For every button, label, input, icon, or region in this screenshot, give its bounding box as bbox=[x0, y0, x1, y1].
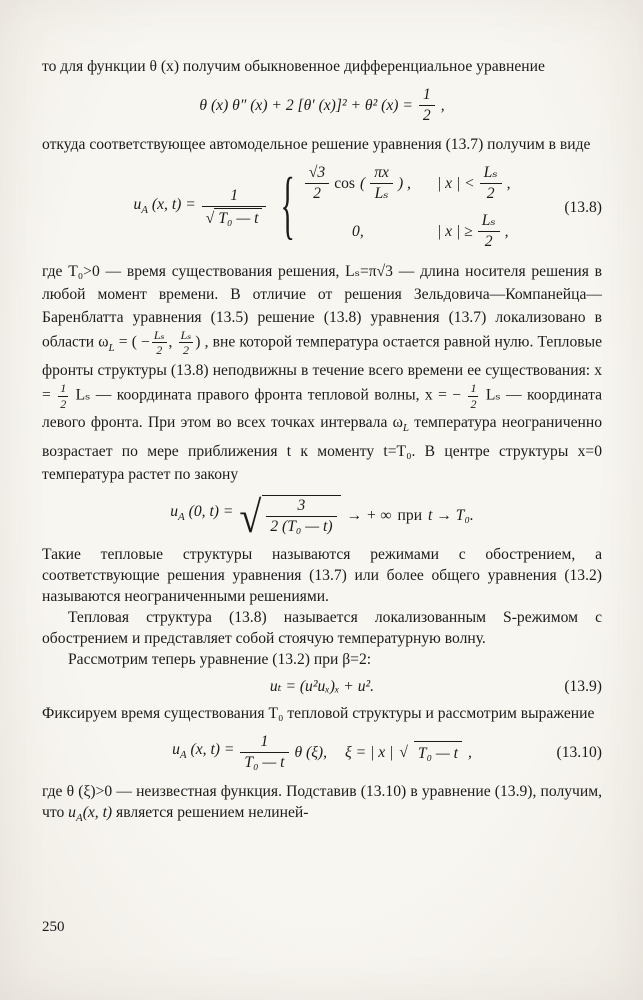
case-2-condition bbox=[437, 212, 511, 251]
paragraph-intro: то для функции θ (x) получим обыкновенное дифференциальное уравнение bbox=[42, 58, 545, 75]
inline-fraction bbox=[468, 382, 478, 410]
text-run: где θ (ξ)>0 — неизвестная функция. Подставив (13.10) в уравнение (13.9), получим, что bbox=[42, 783, 602, 822]
paragraph-blowup-regimes: Такие тепловые структуры называются режимами с обострением, а соответствующие решения уравнения (13.7) или более общего уравнения (13.2) называются неограниченными решениями. bbox=[42, 546, 602, 606]
denominator bbox=[202, 207, 267, 228]
equation-13-10 bbox=[42, 733, 602, 772]
denominator: 2 bbox=[156, 343, 163, 358]
text-run: Lₛ — координата левого фронта. При этом во всех точках интервала ω bbox=[42, 386, 602, 431]
numerator: 1 bbox=[419, 86, 435, 106]
fraction bbox=[480, 164, 502, 203]
radicand: T₀ — t bbox=[414, 741, 462, 764]
case-2-expression bbox=[352, 221, 364, 242]
fraction bbox=[478, 212, 500, 251]
equation-number: (13.8) bbox=[564, 198, 602, 216]
denominator: 2 bbox=[60, 396, 67, 411]
math-token: | x | ≥ bbox=[436, 222, 473, 240]
equation-lhs bbox=[170, 501, 233, 528]
denominator: 2 bbox=[182, 343, 189, 358]
denominator: 2 bbox=[486, 184, 495, 202]
denominator: 2 bbox=[313, 184, 321, 202]
paragraph-s-regime: Тепловая структура (13.8) называется локализованным S-режимом с обострением и представляет собой стоячую температурную волну. bbox=[42, 609, 602, 648]
subscript: L bbox=[108, 341, 115, 354]
denominator: 2 bbox=[470, 396, 477, 411]
coefficient-fraction bbox=[202, 187, 267, 228]
equation-number: (13.10) bbox=[556, 744, 602, 762]
equation-lhs bbox=[133, 194, 195, 221]
numerator: 1 bbox=[60, 381, 67, 396]
math-token: u bbox=[172, 741, 180, 759]
subscript: A bbox=[75, 812, 83, 825]
equation-body: uₜ = (u²uₓ)ₓ + u². bbox=[269, 678, 375, 696]
math-token: ( bbox=[360, 174, 366, 192]
radicand bbox=[262, 495, 340, 536]
math-token: t → T₀. bbox=[428, 506, 474, 524]
numerator: Lₛ bbox=[180, 327, 192, 342]
text-run: является решением нелиней- bbox=[112, 804, 309, 822]
math-token: , bbox=[504, 222, 509, 240]
math-token: , bbox=[506, 174, 511, 192]
subscript: A bbox=[141, 203, 149, 216]
paragraph-selfsimilar: откуда соответствующее автомодельное решение уравнения (13.7) получим в виде bbox=[42, 135, 591, 153]
equation-tail: , bbox=[440, 96, 445, 114]
text-run: , bbox=[168, 333, 177, 351]
equation-number: (13.9) bbox=[564, 678, 602, 696]
denominator: T₀ — t bbox=[244, 754, 285, 772]
equation-lhs bbox=[172, 739, 234, 766]
page-number: 250 bbox=[42, 919, 65, 935]
cases-brace: { bbox=[280, 163, 295, 248]
fraction bbox=[305, 164, 329, 203]
numerator: πx bbox=[370, 164, 393, 184]
radical-sign: √ bbox=[205, 209, 215, 227]
denominator: 2 bbox=[422, 106, 431, 124]
case-1-expression bbox=[305, 164, 411, 203]
limit-arrow: → + ∞ bbox=[346, 506, 392, 524]
inline-fraction bbox=[58, 382, 68, 410]
radical-sign: √ bbox=[399, 744, 408, 762]
paragraph-closing bbox=[42, 781, 602, 829]
denominator: 2 (T₀ — t) bbox=[270, 517, 333, 535]
subscript: L bbox=[402, 421, 410, 434]
math-token: (x, t) = bbox=[151, 195, 196, 213]
math-token: ξ = | x | bbox=[345, 744, 394, 762]
denominator: 2 bbox=[484, 232, 493, 250]
math-token: (x, t) = bbox=[190, 741, 235, 759]
radicand: T₀ — t bbox=[214, 208, 262, 228]
math-token: (0, t) = bbox=[188, 503, 234, 521]
text-run: температура неограниченно возрастает по мере приближения t к моменту t=T₀. В центре структуры x=0 температура растет по закону bbox=[42, 413, 602, 483]
numerator: 1 bbox=[240, 733, 288, 753]
denominator: Lₛ bbox=[374, 184, 389, 202]
math-token: u bbox=[133, 195, 142, 213]
case-1-condition bbox=[437, 164, 511, 203]
cases-group bbox=[305, 164, 511, 251]
fraction bbox=[240, 733, 288, 772]
text-run: ) , вне которой температура остается равной нулю. Тепловые фронты структуры (13.8) неподвижны в течение всего времени ее существования: x = bbox=[42, 333, 603, 404]
numerator: Lₛ bbox=[153, 327, 165, 342]
paragraph-consider-beta2: Рассмотрим теперь уравнение (13.2) при β=2: bbox=[68, 651, 372, 669]
numerator: √3 bbox=[305, 164, 329, 184]
equation-13-9 bbox=[42, 676, 602, 697]
numerator: 1 bbox=[470, 381, 477, 396]
paragraph-localization bbox=[42, 260, 602, 486]
subscript: A bbox=[178, 511, 185, 524]
equation-central-growth bbox=[42, 491, 602, 542]
inline-fraction bbox=[179, 329, 194, 357]
inline-fraction bbox=[152, 329, 167, 357]
equation-lhs: θ (x) θ″ (x) + 2 [θ′ (x)]² + θ² (x) = bbox=[199, 96, 413, 114]
equation-13-8 bbox=[42, 164, 602, 251]
math-token: θ (ξ), bbox=[294, 744, 328, 762]
math-token: , bbox=[467, 744, 472, 762]
fraction bbox=[266, 497, 336, 536]
numerator: Lₛ bbox=[478, 212, 500, 232]
paragraph-fix-time: Фиксируем время существования T₀ тепловой структуры и рассмотрим выражение bbox=[42, 705, 595, 723]
math-token: u bbox=[170, 503, 179, 521]
cos-function: cos bbox=[334, 174, 355, 192]
numerator: 1 bbox=[202, 187, 267, 207]
fraction bbox=[370, 164, 393, 203]
text-token: при bbox=[397, 506, 423, 524]
fraction-one-half bbox=[419, 86, 435, 125]
math-token: (x, t) bbox=[82, 804, 113, 822]
radical-sign: √ bbox=[239, 491, 262, 542]
equation-ode bbox=[42, 86, 602, 125]
text-run: = ( − bbox=[114, 333, 150, 351]
text-run: где T₀>0 — время существования решения, Lₛ=π√3 — длина носителя решения в любой момент времени. В отличие от решения Зельдовича—Компанейца—Баренблатта уравнения (13.5) решение (13.8) уравнения (13.7) локализовано в области ω bbox=[42, 262, 602, 351]
math-token: | x | < bbox=[436, 174, 475, 192]
numerator: 3 bbox=[266, 497, 336, 517]
subscript: A bbox=[179, 749, 187, 762]
numerator: Lₛ bbox=[480, 164, 502, 184]
text-run: Lₛ — координата правого фронта тепловой волны, x = − bbox=[70, 386, 467, 404]
math-token: u bbox=[68, 804, 76, 822]
math-token: ) , bbox=[397, 174, 411, 192]
math-token: 0, bbox=[352, 222, 364, 240]
